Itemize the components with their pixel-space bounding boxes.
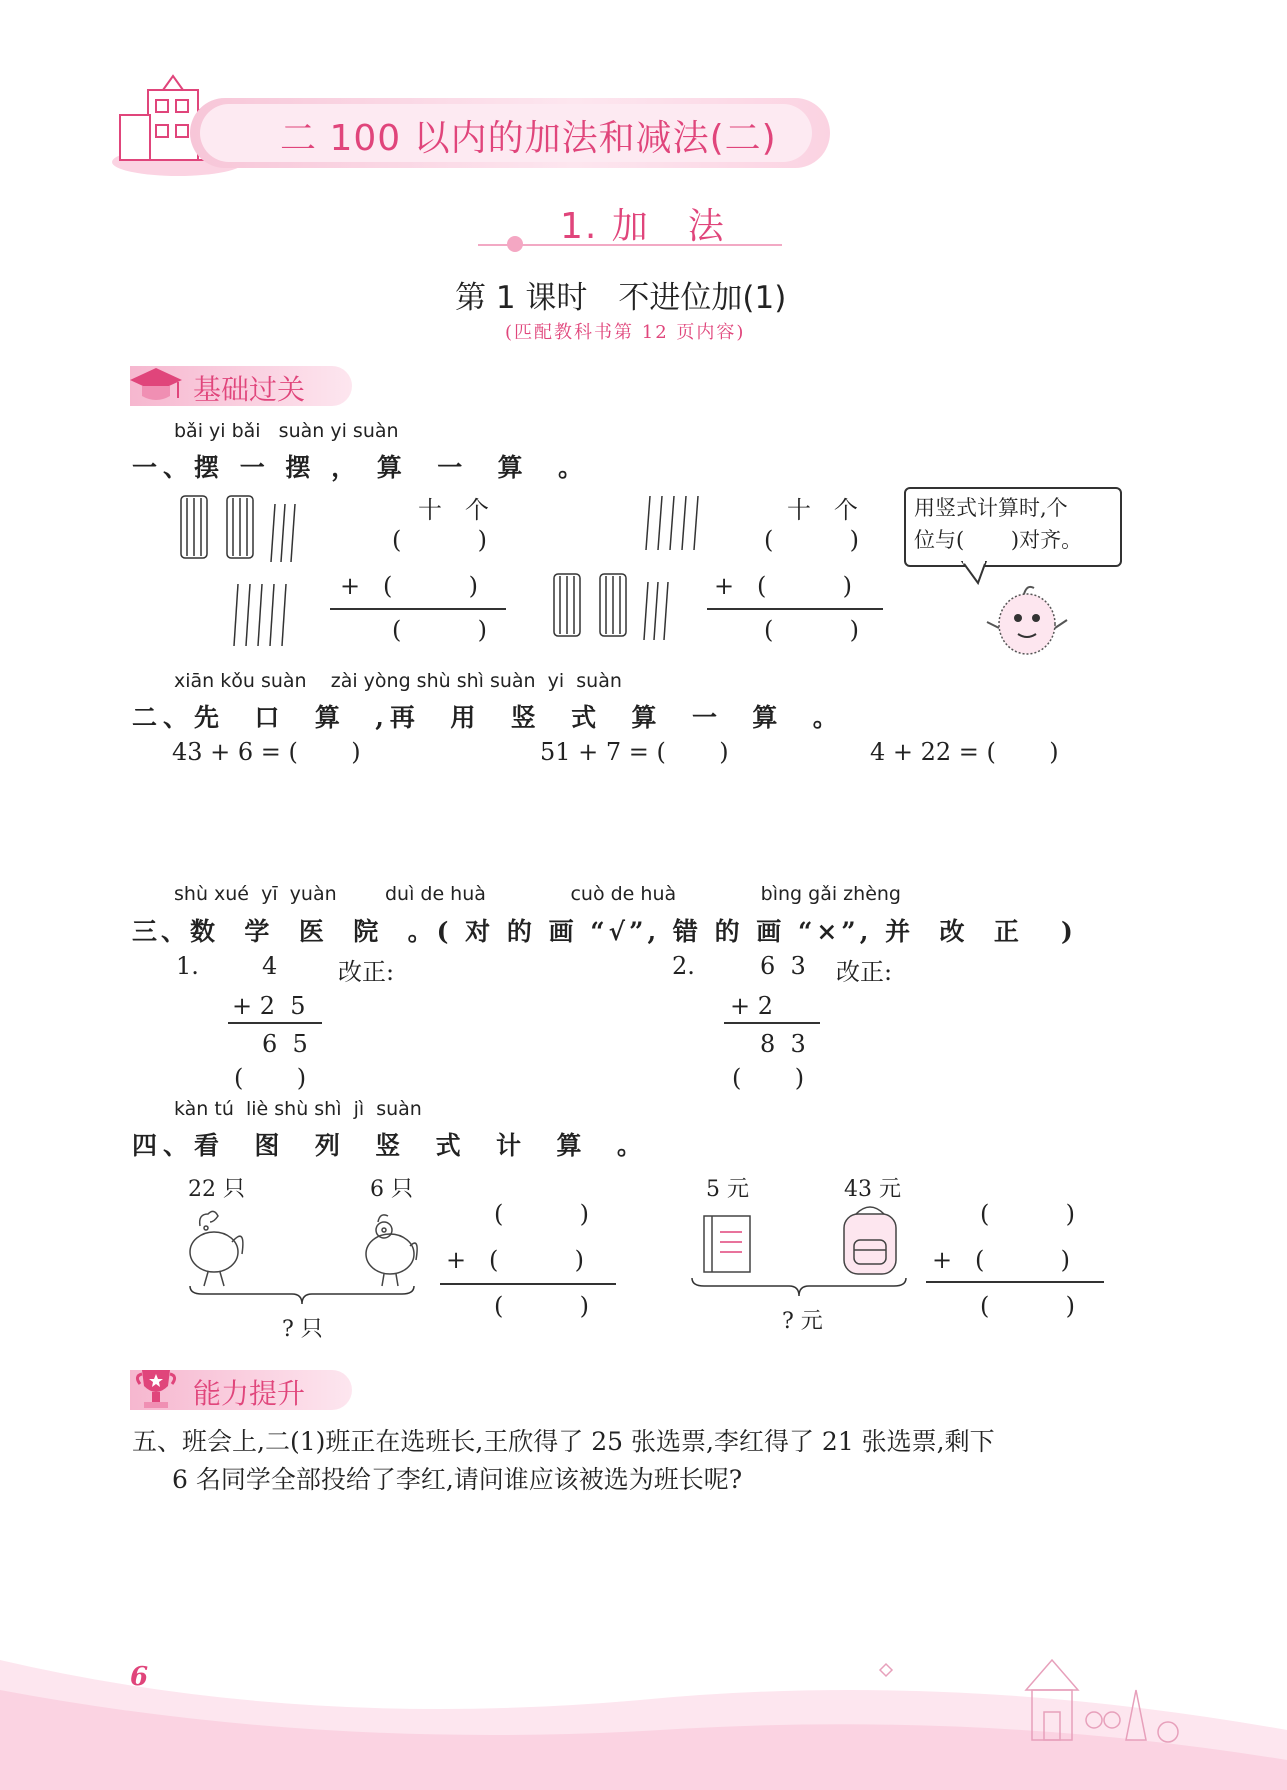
single-sticks-icon [228, 580, 308, 650]
chapter-title: 二 100 以内的加法和减法(二) [280, 118, 777, 159]
q3-pinyin: shù xué yī yuàn duì de huà cuò de huà bìng gǎi zhèng [174, 883, 901, 905]
trophy-icon [132, 1364, 180, 1412]
q2-item-3[interactable]: 4 + 22 = ( ) [870, 738, 1059, 766]
stick-bundles-icon [548, 570, 698, 645]
single-sticks-icon [638, 492, 718, 554]
q4-left-paren-2[interactable]: + ( ) [446, 1246, 585, 1274]
q4-right-total: ? 元 [782, 1309, 823, 1334]
rooster-icon [180, 1206, 252, 1290]
match-note: (匹配教科书第 12 页内容) [505, 322, 746, 343]
q4-left-a: 22 只 [188, 1177, 245, 1202]
graduation-cap-icon [128, 362, 184, 406]
q1-right-paren-1[interactable]: ( ) [764, 526, 860, 554]
q3-item1-rule [228, 1022, 322, 1024]
q3-item2-mark[interactable]: ( ) [732, 1064, 805, 1092]
q4-right-rule [926, 1281, 1104, 1283]
q1-pinyin: bǎi yi bǎi suàn yi suàn [174, 420, 399, 442]
tag-basic: 基础过关 [193, 373, 306, 406]
q3-item2-correct-label: 改正: [836, 958, 893, 986]
section-dot [507, 236, 523, 252]
q3-item1-correct-label: 改正: [338, 958, 395, 986]
bottom-wave-decoration [0, 1620, 1287, 1790]
q4-right-paren-1[interactable]: ( ) [980, 1200, 1076, 1228]
stick-bundles-icon [175, 492, 325, 567]
q5-line2: 6 名同学全部投给了李红,请问谁应该被选为班长呢? [172, 1465, 743, 1494]
q2-item-1[interactable]: 43 + 6 = ( ) [172, 738, 361, 766]
q4-left-b: 6 只 [370, 1177, 413, 1202]
bubble-text-line1: 用竖式计算时,个 [914, 496, 1068, 520]
q1-left-paren-3[interactable]: ( ) [392, 616, 488, 644]
q3-item1-add: + 2 5 [232, 992, 306, 1020]
q1-title: 一、摆 一 摆 ， 算 一 算 。 [132, 453, 590, 482]
q3-item1-num: 1. [176, 952, 199, 980]
q4-left-paren-3[interactable]: ( ) [494, 1292, 590, 1320]
q3-item2-num: 2. [672, 952, 695, 980]
q2-title: 二、先 口 算 ,再 用 竖 式 算 一 算 。 [132, 703, 844, 732]
backpack-icon [832, 1200, 908, 1280]
bubble-text-line2: 位与( )对齐。 [914, 528, 1083, 552]
q1-right-place-header: 十 个 [787, 496, 858, 524]
q3-item2-add: + 2 [730, 992, 774, 1020]
q4-right-a: 5 元 [706, 1177, 749, 1202]
q5-line1: 五、班会上,二(1)班正在选班长,王欣得了 25 张选票,李红得了 21 张选票,剩下 [132, 1427, 995, 1456]
section-title: 1. 加 法 [560, 206, 726, 247]
q4-left-total: ? 只 [282, 1317, 323, 1342]
notebook-icon [700, 1212, 756, 1276]
q4-pinyin: kàn tú liè shù shì jì suàn [174, 1098, 422, 1120]
q4-right-b: 43 元 [844, 1177, 901, 1202]
q4-right-paren-2[interactable]: + ( ) [932, 1246, 1071, 1274]
q1-left-paren-1[interactable]: ( ) [392, 526, 488, 554]
q2-item-2[interactable]: 51 + 7 = ( ) [540, 738, 729, 766]
q3-item2-result: 8 3 [760, 1030, 806, 1058]
q3-item2-top: 6 3 [760, 952, 806, 980]
q4-left-rule [440, 1283, 616, 1285]
q1-right-rule [707, 608, 883, 610]
mascot-icon [984, 580, 1070, 664]
q1-left-rule [330, 608, 506, 610]
brace-icon [690, 1276, 908, 1298]
brace-icon [188, 1284, 416, 1306]
q3-item1-top: 4 [262, 952, 278, 980]
q3-item1-mark[interactable]: ( ) [234, 1064, 307, 1092]
q1-left-place-header: 十 个 [418, 496, 489, 524]
lesson-title: 第 1 课时 不进位加(1) [455, 280, 787, 316]
q4-title: 四、看 图 列 竖 式 计 算 。 [132, 1131, 648, 1160]
q3-title: 三、数 学 医 院 。( 对 的 画 “√”, 错 的 画 “×”, 并 改 正 ) [132, 917, 1077, 946]
page-number: 6 [130, 1662, 149, 1692]
q2-pinyin: xiān kǒu suàn zài yòng shù shì suàn yi suàn [174, 670, 622, 692]
hen-icon [354, 1206, 426, 1290]
q4-right-paren-3[interactable]: ( ) [980, 1292, 1076, 1320]
tag-advanced: 能力提升 [193, 1377, 306, 1410]
q3-item2-rule [724, 1022, 820, 1024]
q1-left-paren-2[interactable]: + ( ) [340, 572, 479, 600]
q1-right-paren-2[interactable]: + ( ) [714, 572, 853, 600]
q3-item1-result: 6 5 [262, 1030, 308, 1058]
q1-right-paren-3[interactable]: ( ) [764, 616, 860, 644]
q4-left-paren-1[interactable]: ( ) [494, 1200, 590, 1228]
